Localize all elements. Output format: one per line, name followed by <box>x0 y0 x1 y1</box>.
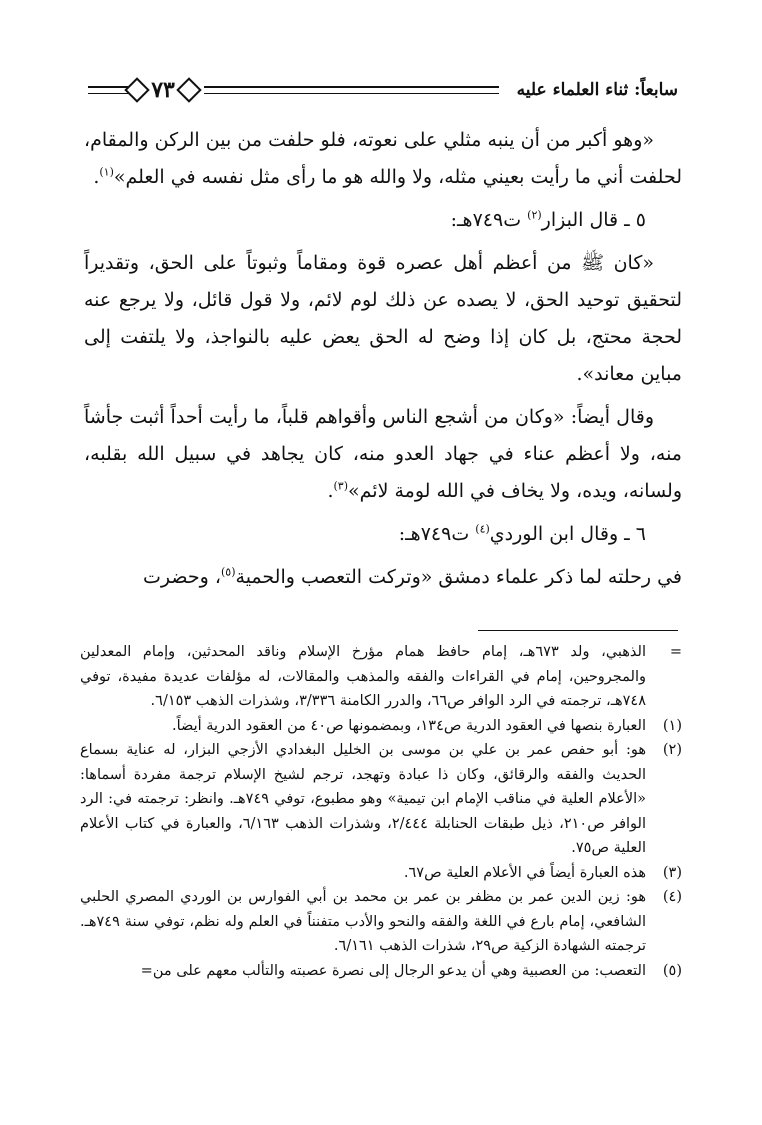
footnote-ref-3[interactable]: (٣) <box>333 479 349 493</box>
footnote-ref-2[interactable]: (٢) <box>527 208 542 222</box>
running-header <box>88 70 678 110</box>
footnote-number: (٥) <box>662 962 682 979</box>
footnote-text: التعصب: من العصبية وهي أن يدعو الرجال إلى نصرة عصبته والتألب معهم على من= <box>140 962 646 979</box>
footnote-4 <box>80 885 682 959</box>
footnote-separator <box>478 630 678 631</box>
footnote-ref-5[interactable]: (٥) <box>221 565 236 579</box>
paragraph-quote-3: وقال أيضاً: «وكان من أشجع الناس وأقواهم قلباً، ما رأيت أحداً أثبت جأشاً منه، ولا أعظم عناء في جهاد العدو منه، كان يجاهد في سبيل الله بقلبه، ولسانه، ويده، ولا يخاف في الله لومة لائم»$^{(٣)}$. <box>84 406 682 502</box>
footnote-1 <box>80 714 682 739</box>
footnote-text: العبارة بنصها في العقود الدرية ص١٣٤، وبمضمونها ص٤٠ من العقود الدرية أيضاً. <box>171 717 646 734</box>
footnote-number: (٤) <box>662 889 682 905</box>
page-number-ornament <box>128 75 198 105</box>
footnote-ref-1[interactable]: (١) <box>99 165 114 179</box>
footnote-number: (٣) <box>662 864 682 881</box>
footnote-text: الذهبي، ولد ٦٧٣هـ، إمام حافظ همام مؤرخ الإسلام وناقد المحدثين، وإمام المعدلين والمجروحين، إمام في القراءات والفقه والمذهب والمقالات، له مؤلفات عديدة مفيدة، توفي ٧٤٨هـ، ترجمته في الرد الوافر ص٦٦، والدرر الكامنة ٣/٣٣٦، وشذرات الذهب ٦/١٥٣. <box>80 644 646 709</box>
header-rule <box>204 86 499 94</box>
item-5-heading: ٥ ـ قال البزار$^{(٢)}$ ت٧٤٩هـ: <box>450 208 646 231</box>
footnote-3 <box>80 861 682 886</box>
item-6-heading: ٦ ـ وقال ابن الوردي$^{(٤)}$ ت٧٤٩هـ: <box>398 522 646 545</box>
footnote-number: (١) <box>662 717 682 734</box>
page-number: ٧٣ <box>151 77 175 103</box>
footnote-text: هو: أبو حفص عمر بن علي بن موسى بن الخليل البغدادي الأزجي البزار، له عناية بسماع الحديث والفقه والرقائق، وكان ذا عبادة وتهجد، ترجم لشيخ الإسلام ترجمة مفردة أسماها: «الأعلام العلية في مناقب الإمام ابن تيمية» وهو مطبوع، توفي ٧٤٩هـ. وانظر: ترجمته في: الرد الوافر ص٢١٠، ذيل طبقات الحنابلة ٢/٤٤٤، وشذرات الذهب ٦/١٦٣، والعبارة في كتاب الأعلام العلية ص٧٥. <box>80 742 646 856</box>
footnote-text: هذه العبارة أيضاً في الأعلام العلية ص٦٧. <box>403 864 646 881</box>
footnote-5 <box>80 959 682 984</box>
paragraph-4: في رحلته لما ذكر علماء دمشق «وتركت التعصب والحمية$^{(٥)}$، وحضرت <box>143 565 682 588</box>
footnotes <box>80 640 682 983</box>
footnote-2 <box>80 738 682 861</box>
footnote-number: (٢) <box>662 742 682 758</box>
paragraph-quote-2: «كان ﷺ من أعظم أهل عصره قوة ومقاماً وثبوتاً على الحق، وتقديراً لتحقيق توحيد الحق، لا يصده عن ذلك لوم لائم، ولا قول قائل، ولا يرجع عنه لحجة محتج، بل كان إذا وضح له الحق يعض عليه بالنواجذ، ولا يلتفت إلى مباين معاند». <box>84 252 682 385</box>
footnote-continued <box>80 640 682 714</box>
footnote-number: = <box>669 644 682 660</box>
main-text <box>84 122 682 602</box>
paragraph-quote-1: «وهو أكبر من أن ينبه مثلي على نعوته، فلو حلفت من بين الركن والمقام، لحلفت أني ما رأيت بعيني مثله، ولا والله هو ما رأى مثل نفسه في العلم»$^{(١)}$. <box>84 129 682 188</box>
footnote-ref-4[interactable]: (٤) <box>475 522 490 536</box>
chapter-title: سابعاً: ثناء العلماء عليه <box>516 80 678 100</box>
footnote-text: هو: زين الدين عمر بن مظفر بن عمر بن محمد بن أبي الفوارس بن الوردي المصري الحلبي الشافعي، إمام بارع في اللغة والفقه والنحو والأدب متفنناً في العلم وله نظم، توفي سنة ٧٤٩هـ. ترجمته الشهادة الزكية ص٢٩، شذرات الذهب ٦/١٦١. <box>80 889 646 954</box>
header-rule-end <box>88 86 128 94</box>
